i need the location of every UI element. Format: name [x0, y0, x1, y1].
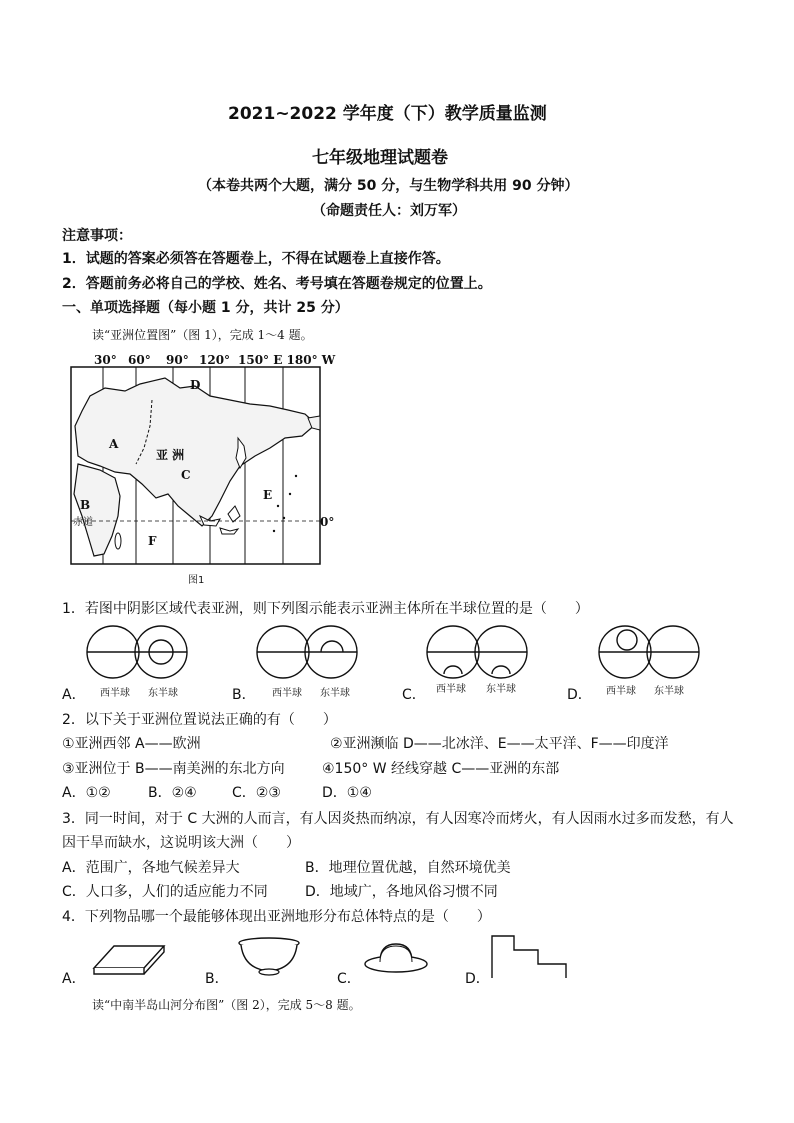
- option-label[interactable]: B．: [205, 971, 229, 987]
- bowl-icon: [236, 935, 302, 977]
- section-heading: 一、单项选择题（每小题 1 分，共计 25 分）: [62, 300, 349, 316]
- statement: ①亚洲西邻 A——欧洲: [62, 736, 201, 752]
- option-label[interactable]: D．: [465, 971, 490, 987]
- option-label[interactable]: A．: [62, 687, 86, 703]
- equator-text: 赤道: [73, 517, 93, 528]
- region-label: B: [80, 498, 91, 512]
- hemisphere-label: 西半球: [100, 688, 130, 699]
- book-icon: [90, 940, 170, 980]
- notice-heading: 注意事项：: [62, 228, 132, 244]
- notice-item: 2．答题前务必将自己的学校、姓名、考号填在答题卷规定的位置上。: [62, 276, 492, 292]
- hemisphere-label: 东半球: [320, 688, 350, 699]
- hemisphere-label: 东半球: [654, 686, 684, 697]
- question-stem: 4．下列物品哪一个最能够体现出亚洲地形分布总体特点的是（ ）: [62, 909, 491, 925]
- question-stem: 3．同一时间，对于 C 大洲的人而言，有人因炎热而纳凉，有人因寒冷而烤火，有人因雨水过多而发愁，有人: [62, 811, 734, 827]
- option-label[interactable]: C．: [402, 687, 426, 703]
- hemisphere-label: 西半球: [606, 686, 636, 697]
- longitude-label: 120°: [199, 353, 231, 367]
- hemisphere-label: 东半球: [486, 684, 516, 695]
- option-label[interactable]: B．②④: [148, 785, 197, 801]
- exam-subtitle: 七年级地理试题卷: [312, 148, 448, 168]
- exam-author: （命题责任人：刘万军）: [312, 203, 466, 219]
- option-label[interactable]: A．范围广，各地气候差异大: [62, 860, 240, 876]
- question-stem: 2．以下关于亚洲位置说法正确的有（ ）: [62, 712, 337, 728]
- exam-title: 2021~2022 学年度（下）教学质量监测: [228, 104, 547, 124]
- region-label: D: [190, 378, 201, 392]
- longitude-label: 150° E 180° W: [238, 353, 336, 367]
- region-label: C: [181, 468, 191, 482]
- reading-instruction: 读“中南半岛山河分布图”（图 2），完成 5～8 题。: [92, 998, 361, 1012]
- option-label[interactable]: D．①④: [322, 785, 372, 801]
- question-stem: 因干旱而缺水，这说明该大洲（ ）: [62, 835, 300, 851]
- region-label: A: [109, 437, 119, 451]
- statement: ②亚洲濒临 D——北冰洋、E——太平洋、F——印度洋: [330, 736, 669, 752]
- reading-instruction: 读“亚洲位置图”（图 1），完成 1～4 题。: [92, 328, 313, 342]
- option-label[interactable]: D．地域广，各地风俗习惯不同: [305, 884, 498, 900]
- figure-caption: 图1: [188, 575, 205, 586]
- option-label[interactable]: B．地理位置优越，自然环境优美: [305, 860, 511, 876]
- hemisphere-diagrams: [85, 622, 715, 682]
- option-label[interactable]: A．: [62, 971, 86, 987]
- asia-location-map: [70, 366, 322, 566]
- region-label: E: [263, 488, 273, 502]
- option-label[interactable]: D．: [567, 687, 592, 703]
- hat-icon: [362, 940, 430, 976]
- longitude-label: 90°: [166, 353, 189, 367]
- option-label[interactable]: C．②③: [232, 785, 281, 801]
- option-label[interactable]: C．人口多，人们的适应能力不同: [62, 884, 268, 900]
- hemisphere-label: 西半球: [436, 684, 466, 695]
- statement: ④150° W 经线穿越 C——亚洲的东部: [322, 761, 560, 777]
- region-label: 亚 洲: [156, 448, 185, 462]
- longitude-label: 60°: [128, 353, 151, 367]
- hemisphere-label: 西半球: [272, 688, 302, 699]
- region-label: F: [148, 534, 157, 548]
- notice-item: 1．试题的答案必须答在答题卷上，不得在试题卷上直接作答。: [62, 251, 450, 267]
- option-label[interactable]: B．: [232, 687, 256, 703]
- longitude-label: 30°: [94, 353, 117, 367]
- stairs-icon: [488, 932, 570, 982]
- question-stem: 1．若图中阴影区域代表亚洲，则下列图示能表示亚洲主体所在半球位置的是（ ）: [62, 601, 589, 617]
- exam-note: （本卷共两个大题，满分 50 分，与生物学科共用 90 分钟）: [198, 178, 579, 194]
- statement: ③亚洲位于 B——南美洲的东北方向: [62, 761, 285, 777]
- equator-degree-label: 0°: [320, 515, 335, 529]
- option-label[interactable]: A．①②: [62, 785, 111, 801]
- option-label[interactable]: C．: [337, 971, 361, 987]
- hemisphere-label: 东半球: [148, 688, 178, 699]
